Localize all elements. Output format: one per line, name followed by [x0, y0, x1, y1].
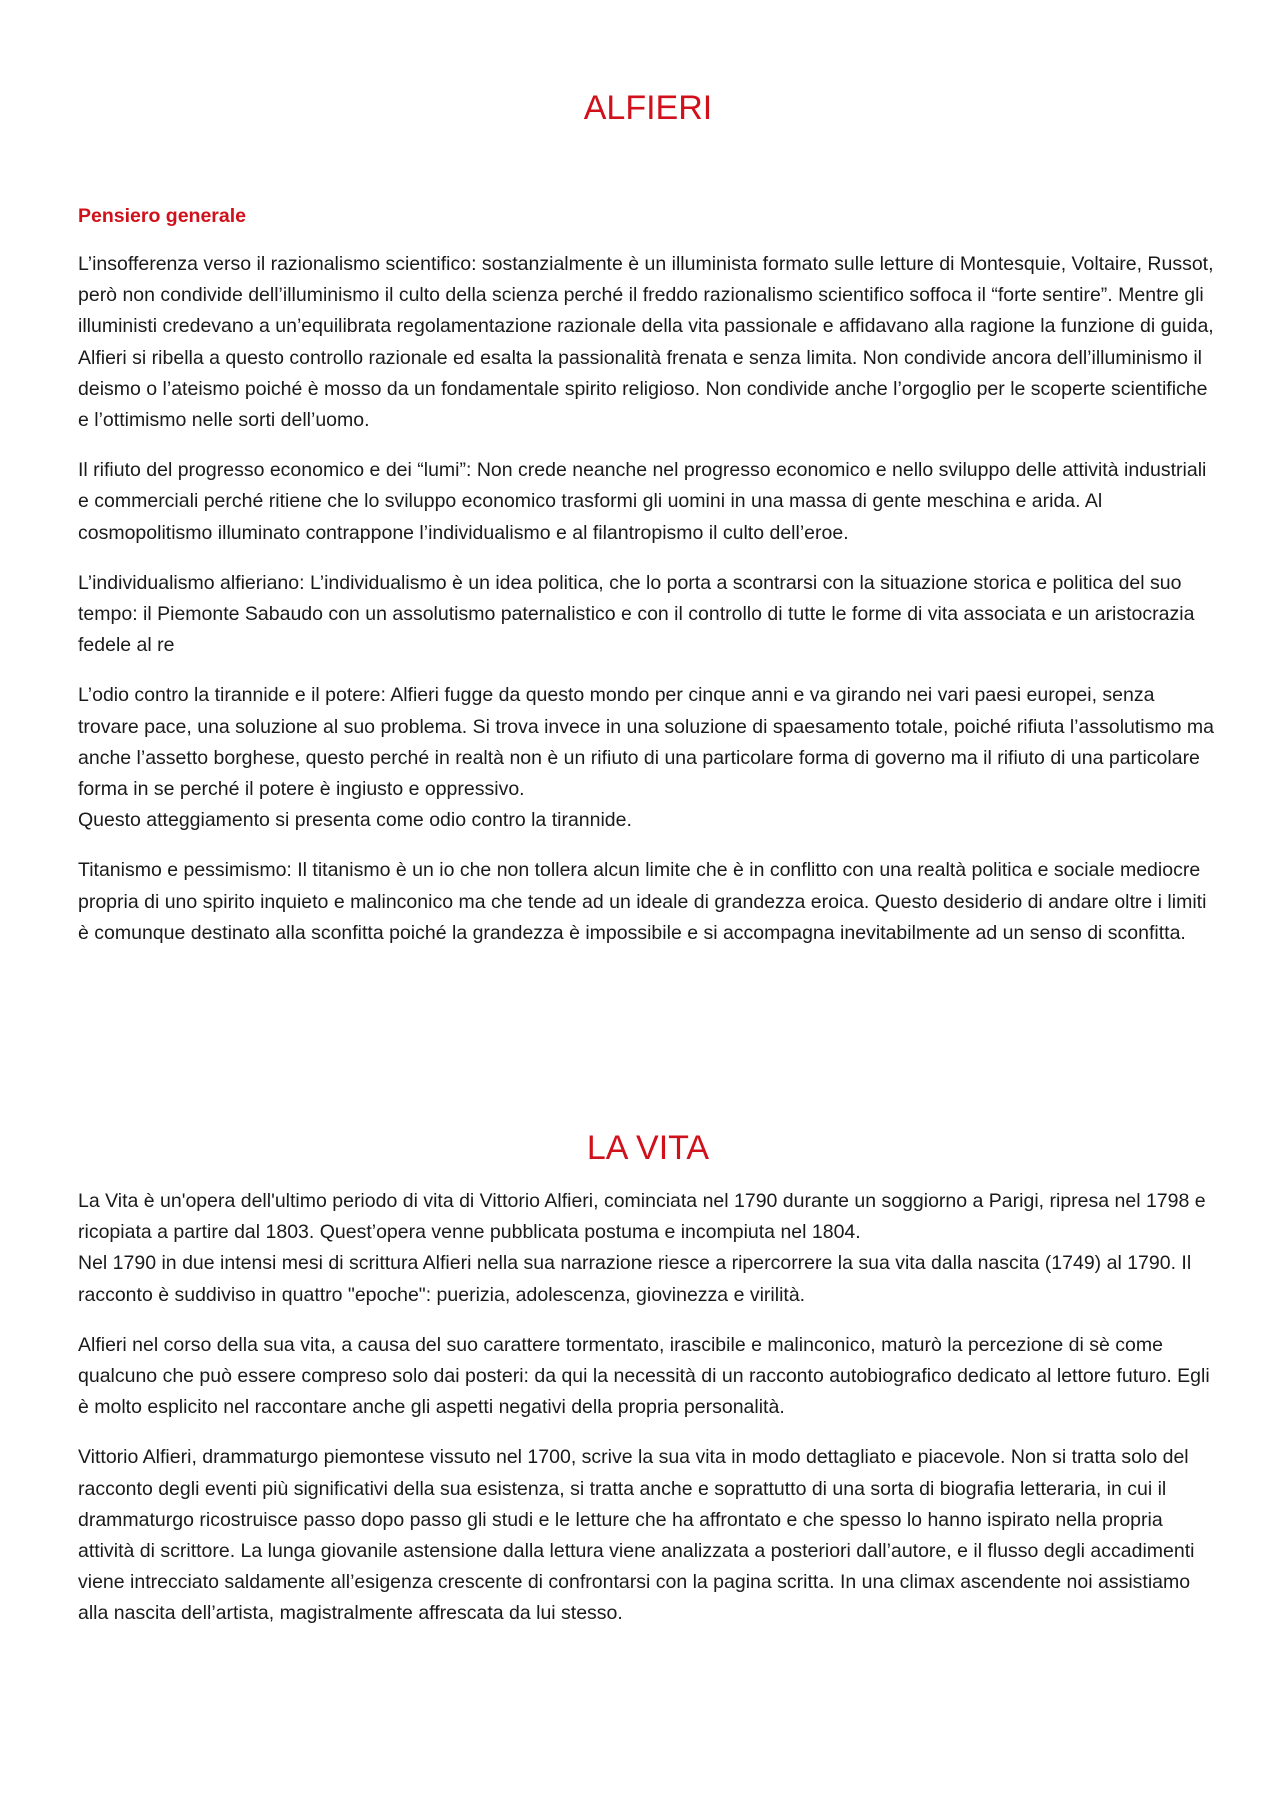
paragraph-vita-drammaturgo: Vittorio Alfieri, drammaturgo piemontese vissuto nel 1700, scrive la sua vita in modo dettagliato e piacevole. Non si tratta solo del racconto degli eventi più significativi della sua esistenza, si tratta anche e soprattutto di una sorta di biografia letteraria, in cui il drammaturgo ricostruisce passo dopo passo gli studi e le letture che ha affrontato e che spesso lo hanno ispirato nella propria attività di scrittore. La lunga giovanile astensione dalla lettura viene analizzata a posteriori dall’autore, e il flusso degli accadimenti viene intrecciato saldamente all’esigenza crescente di confrontarsi con la pagina scritta. In una climax ascendente noi assistiamo alla nascita dell’artista, magistralmente affrescata da lui stesso.	[78, 1446, 1195, 1625]
section-heading-pensiero: Pensiero generale	[78, 205, 246, 227]
paragraph-progresso: Il rifiuto del progresso economico e dei “lumi”: Non crede neanche nel progresso economico e nello sviluppo delle attività industriali e commerciali perché ritiene che lo sviluppo economico trasformi gli uomini in una massa di gente meschina e arida. Al cosmopolitismo illuminato contrappone l’individualismo e al filantropismo il culto dell’eroe.	[78, 459, 1207, 544]
section-title-la-vita: LA VITA	[586, 1129, 710, 1167]
paragraph-titanismo: Titanismo e pessimismo: Il titanismo è un io che non tollera alcun limite che è in conflitto con una realtà politica e sociale mediocre propria di uno spirito inquieto e malinconico ma che tende ad un ideale di grandezza eroica. Questo desiderio di andare oltre i limiti è comunque destinato alla sconfitta poiché la grandezza è impossibile e si accompagna inevitabilmente ad un senso di sconfitta.	[78, 859, 1207, 944]
paragraph-vita-opera: La Vita è un'opera dell'ultimo periodo di vita di Vittorio Alfieri, cominciata nel 1790 durante un soggiorno a Parigi, ripresa nel 1798 e ricopiata a partire dal 1803. Quest’opera venne pubblicata postuma e incompiuta nel 1804.	[78, 1190, 1206, 1244]
paragraph-individualismo: L’individualismo alfieriano: L’individualismo è un idea politica, che lo porta a scontrarsi con la situazione storica e politica del suo tempo: il Piemonte Sabaudo con un assolutismo paternalistico e con il controllo di tutte le forme di vita associata e un aristocrazia fedele al re	[78, 571, 1195, 657]
paragraph-tirannide: L’odio contro la tirannide e il potere: Alfieri fugge da questo mondo per cinque anni e va girando nei vari paesi europei, senza trovare pace, una soluzione al suo problema. Si trova invece in una soluzione di spaesamento totale, poiché rifiuta l’assolutismo ma anche l’assetto borghese, questo perché in realtà non è un rifiuto di una particolare forma di governo ma il rifiuto di una particolare forma in se perché il potere è ingiusto e oppressivo.	[78, 684, 1214, 801]
paragraph-vita-carattere: Alfieri nel corso della sua vita, a causa del suo carattere tormentato, irascibile e malinconico, maturò la percezione di sè come qualcuno che può essere compreso solo dai posteri: da qui la necessità di un racconto autobiografico dedicato al lettore futuro. Egli è molto esplicito nel raccontare anche gli aspetti negativi della propria personalità.	[78, 1333, 1210, 1419]
document-title: ALFIERI	[583, 89, 713, 127]
section-vita-body	[78, 1186, 1218, 1649]
section-pensiero-body	[78, 249, 1218, 968]
paragraph-vita-narrazione: Nel 1790 in due intensi mesi di scrittura Alfieri nella sua narrazione riesce a ripercorrere la sua vita dalla nascita (1749) al 1790. Il racconto è suddiviso in quattro "epoche": puerizia, adolescenza, giovinezza e virilità.	[78, 1252, 1192, 1306]
paragraph-razionalismo: L’insofferenza verso il razionalismo scientifico: sostanzialmente è un illuminista formato sulle letture di Montesquie, Voltaire, Russot, però non condivide dell’illuminismo il culto della scienza perché il freddo razionalismo scientifico soffoca il “forte sentire”. Mentre gli illuministi credevano a un’equilibrata regolamentazione razionale della vita passionale e affidavano alla ragione la funzione di guida, Alfieri si ribella a questo controllo razionale ed esalta la passionalità frenata e senza limita. Non condivide ancora dell’illuminismo il deismo o l’ateismo poiché è mosso da un fondamentale spirito religioso. Non condivide anche l’orgoglio per le scoperte scientifiche e l’ottimismo nelle sorti dell’uomo.	[78, 253, 1214, 432]
paragraph-atteggiamento: Questo atteggiamento si presenta come odio contro la tirannide.	[78, 809, 632, 832]
